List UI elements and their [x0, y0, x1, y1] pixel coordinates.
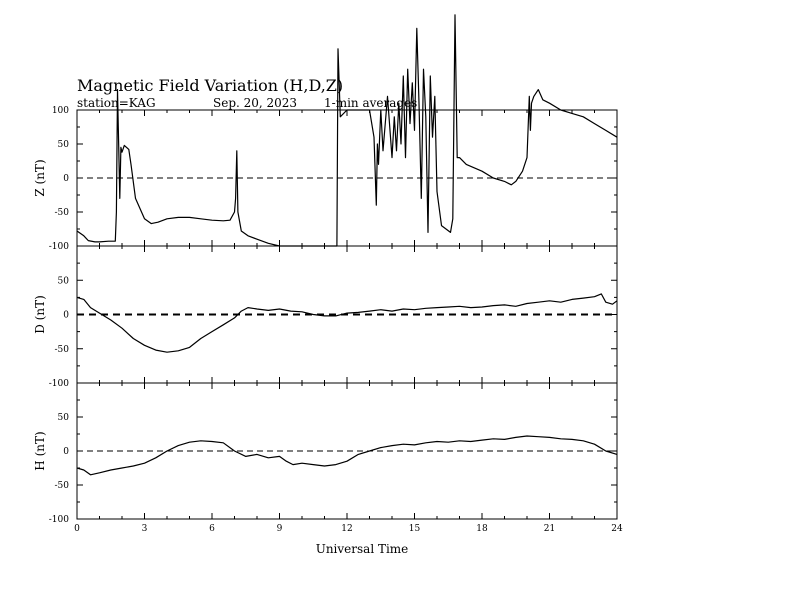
y-tick-label: 50: [57, 413, 69, 423]
y-axis-label-h: H (nT): [33, 431, 47, 471]
x-tick-label: 6: [209, 524, 215, 534]
y-tick-label: -50: [54, 344, 69, 355]
series-line-d: [77, 294, 617, 352]
y-tick-label: -100: [48, 379, 69, 389]
y-tick-label: 50: [57, 276, 69, 287]
series-line-z: [77, 15, 617, 246]
series-line-h: [77, 436, 617, 475]
y-tick-label: 0: [63, 447, 69, 457]
date-label: Sep. 20, 2023: [213, 96, 298, 110]
y-tick-label: -100: [48, 515, 69, 525]
y-tick-label: -50: [54, 481, 69, 491]
x-tick-label: 24: [611, 524, 623, 534]
y-tick-label: 100: [51, 106, 69, 116]
x-tick-label: 3: [141, 524, 148, 534]
y-tick-label: -50: [54, 208, 69, 218]
x-tick-label: 0: [74, 524, 80, 534]
y-tick-label: 0: [63, 310, 69, 321]
averaging-label: 1-min averages: [324, 96, 418, 110]
station-label: station=KAG: [77, 96, 156, 110]
x-tick-label: 15: [408, 524, 421, 534]
x-tick-label: 12: [341, 524, 353, 534]
x-tick-label: 18: [476, 524, 488, 534]
x-tick-label: 21: [543, 524, 556, 534]
y-tick-label: -100: [48, 242, 69, 252]
y-axis-label-z: Z (nT): [33, 159, 47, 197]
x-axis-label: Universal Time: [315, 542, 409, 556]
y-axis-label-d: D (nT): [33, 295, 47, 334]
x-tick-label: 9: [276, 524, 283, 534]
y-tick-label: 0: [63, 174, 69, 184]
chart-title: Magnetic Field Variation (H,D,Z): [77, 76, 344, 95]
y-tick-label: 50: [57, 140, 69, 150]
